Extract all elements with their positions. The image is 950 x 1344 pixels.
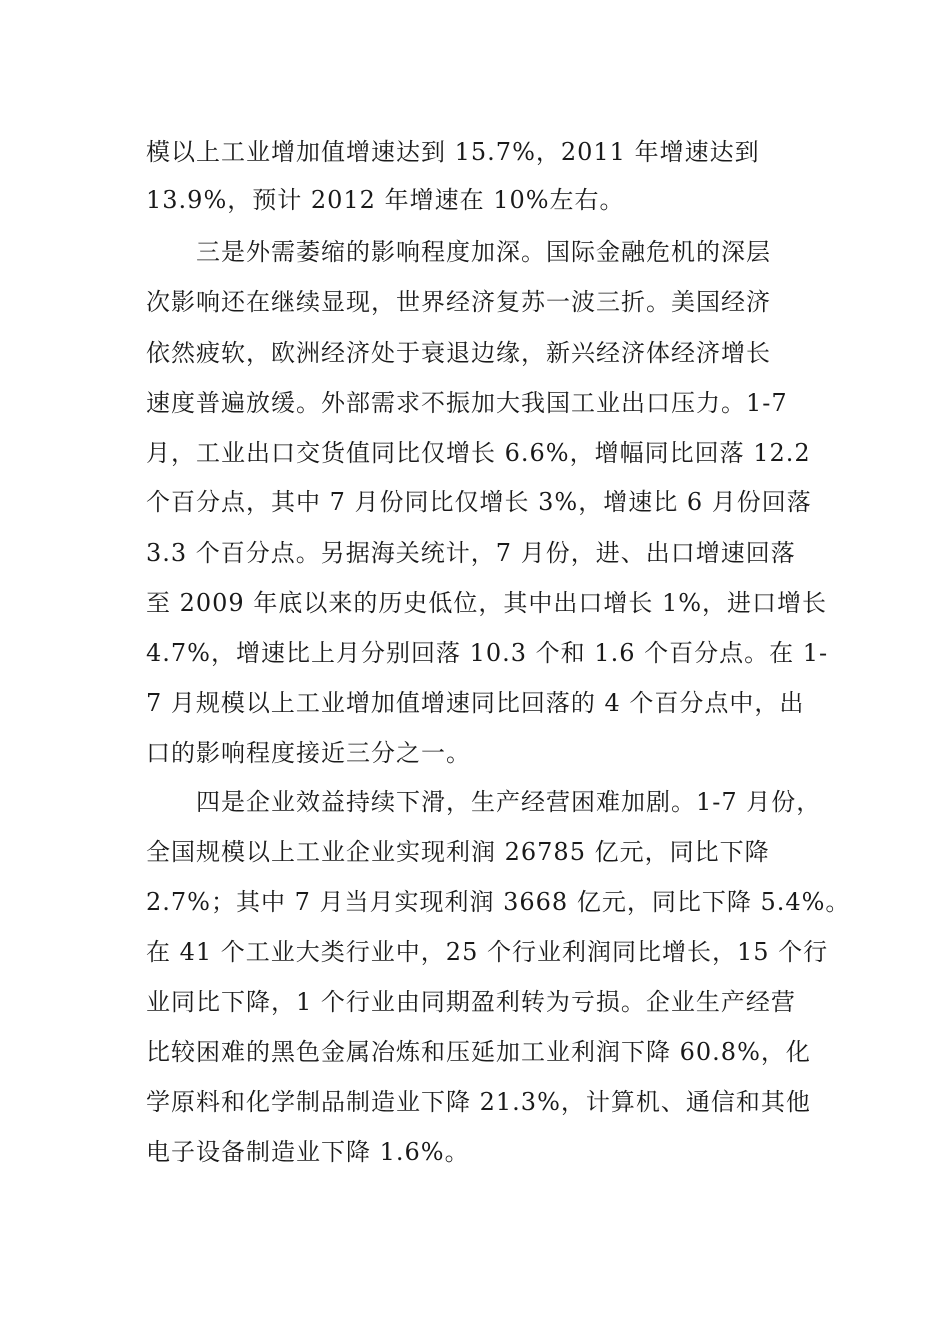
text-line: 3.3 个百分点。另据海关统计，7 月份，进、出口增速回落 <box>146 539 796 567</box>
text-line: 次影响还在继续显现，世界经济复苏一波三折。美国经济 <box>146 288 771 316</box>
text-line: 13.9%，预计 2012 年增速在 10%左右。 <box>146 186 625 214</box>
text-line: 业同比下降，1 个行业由同期盈利转为亏损。企业生产经营 <box>146 988 796 1016</box>
text-line: 2.7%；其中 7 月当月实现利润 3668 亿元，同比下降 5.4%。 <box>146 888 851 916</box>
text-line: 月，工业出口交货值同比仅增长 6.6%，增幅同比回落 12.2 <box>146 439 811 467</box>
text-line: 比较困难的黑色金属冶炼和压延加工业利润下降 60.8%，化 <box>146 1038 811 1066</box>
text-line: 模以上工业增加值增速达到 15.7%，2011 年增速达到 <box>146 138 760 166</box>
text-line: 依然疲软，欧洲经济处于衰退边缘，新兴经济体经济增长 <box>146 339 771 367</box>
text-line: 7 月规模以上工业增加值增速同比回落的 4 个百分点中，出 <box>146 689 805 717</box>
text-line: 在 41 个工业大类行业中，25 个行业利润同比增长，15 个行 <box>146 938 829 966</box>
text-line: 学原料和化学制品制造业下降 21.3%，计算机、通信和其他 <box>146 1088 811 1116</box>
paragraph-first-line: 四是企业效益持续下滑，生产经营困难加剧。1-7 月份， <box>196 788 822 816</box>
text-line: 至 2009 年底以来的历史低位，其中出口增长 1%，进口增长 <box>146 589 828 617</box>
text-line: 全国规模以上工业企业实现利润 26785 亿元，同比下降 <box>146 838 770 866</box>
text-line: 口的影响程度接近三分之一。 <box>146 739 471 767</box>
paragraph-first-line: 三是外需萎缩的影响程度加深。国际金融危机的深层 <box>196 238 771 266</box>
text-line: 电子设备制造业下降 1.6%。 <box>146 1138 470 1166</box>
text-line: 速度普遍放缓。外部需求不振加大我国工业出口压力。1-7 <box>146 389 788 417</box>
text-line: 个百分点，其中 7 月份同比仅增长 3%，增速比 6 月份回落 <box>146 488 812 516</box>
text-line: 4.7%，增速比上月分别回落 10.3 个和 1.6 个百分点。在 1- <box>146 639 829 667</box>
